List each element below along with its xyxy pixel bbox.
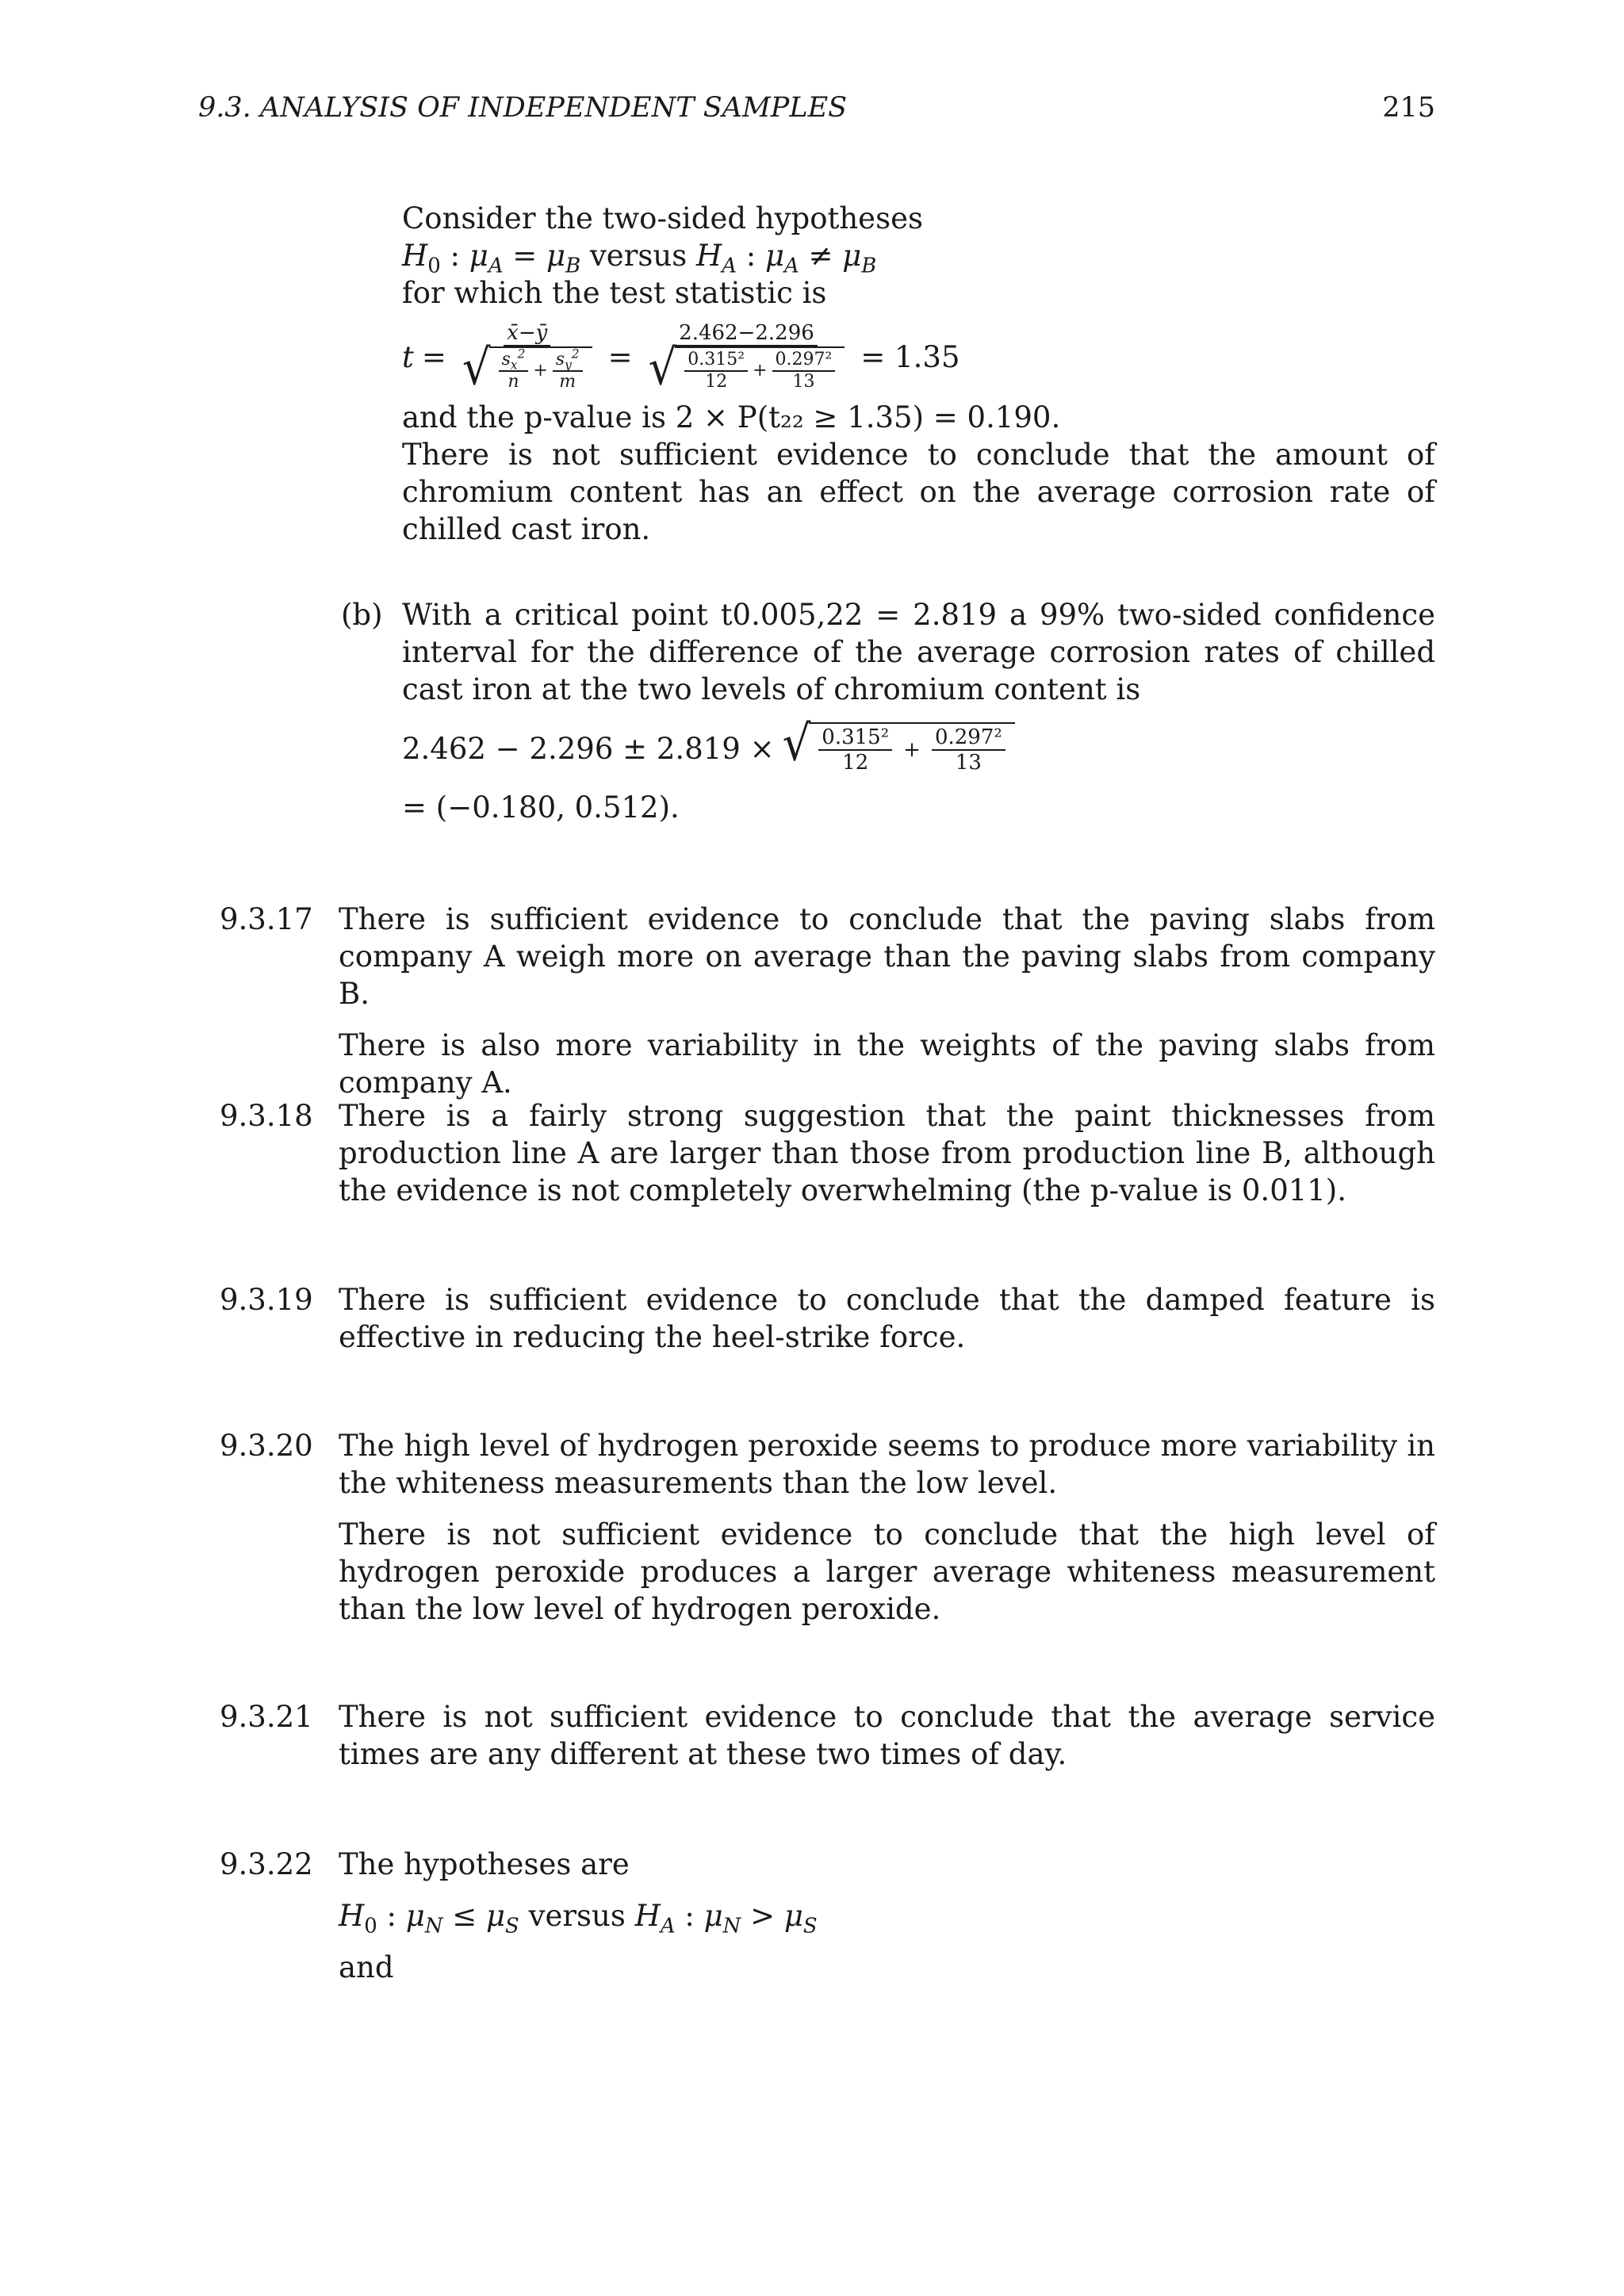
exercise-paragraph: There is sufficient evidence to conclude that the damped feature is effective in reducing the heel-strike force. [339,1283,1435,1354]
part-b-text: With a critical point t0.005,22 = 2.819 a 99% two-sided confidence interval for the difference of the average corrosion rates of chilled cast iron at the two levels of chromium content is [402,598,1435,706]
exercise-paragraph: There is also more variability in the weights of the paving slabs from company A. [339,1028,1435,1100]
ci-result: = (−0.180, 0.512). [402,790,680,825]
section-title: 9.3. ANALYSIS OF INDEPENDENT SAMPLES [198,92,848,124]
exercise-paragraph: There is sufficient evidence to conclude that the paving slabs from company A weigh more on average than the paving slabs from company B. [339,902,1435,1011]
exercise-body [339,1097,1435,1209]
t-num-values: 2.462−2.296 [676,321,818,346]
exercise-number: 9.3.19 [220,1283,313,1317]
hyp-versus: versus [528,1899,626,1933]
ci-equation: 2.462 − 2.296 ± 2.819 × √ $\frac{\text{0.315²}}{12}$ + $\frac{\text{0.297²}}{13}$ [402,722,1435,775]
exercise-paragraph: There is not sufficient evidence to conclude that the high level of hydrogen peroxide produces a larger average whiteness measurement than the low level of hydrogen peroxide. [339,1517,1435,1626]
t-den-a-n: 12 [705,372,728,392]
part-a-block [402,200,1435,548]
exercise-hypotheses: $H_0$ : $\mu_N \le \mu_S$ versus $H_A$ : $\mu_N > \mu_S$ [339,1899,818,1938]
exercise-number: 9.3.17 [220,902,313,936]
exercise-paragraph: There is a fairly strong suggestion that the paint thicknesses from production line A are larger than those from production line B, although the evidence is not completely overwhelming (the p-value is 0.011). [339,1099,1435,1207]
part-a-intro: Consider the two-sided hypotheses [402,201,923,235]
exercise-paragraph: There is not sufficient evidence to conclude that the average service times are any different at these two times of day. [339,1700,1435,1771]
exercise-body [339,901,1435,1101]
t-den-b-n: 13 [792,372,815,392]
test-stat-intro: for which the test statistic is [402,276,827,310]
t-statistic-equation: t = x̄−ȳ √ $\frac{s_x^2}{n}$ + $\frac{s_y^2}{m}$ = 2.462−2.296 √ $\frac{\text{0.315²}}{12}$ + $\frac{\text{0.297²}}{13}$ = 1.35 [402,321,960,397]
part-a-conclusion: There is not sufficient evidence to conclude that the amount of chromium content has an effect on the average corrosion rate of chilled cast iron. [402,438,1435,546]
t-result: = 1.35 [860,339,960,374]
exercise-number: 9.3.18 [220,1099,313,1133]
exercise-body [339,1427,1435,1628]
exercise-body [339,1698,1435,1773]
ci-b: 0.297² [932,725,1005,751]
ci-prefix: 2.462 − 2.296 ± 2.819 × [402,731,775,766]
page-number: 215 [1382,92,1435,124]
exercise-body [339,1846,1435,1986]
part-b-block [402,596,1435,826]
exercise-paragraph: The high level of hydrogen peroxide seems to produce more variability in the whiteness measurements than the low level. [339,1429,1435,1500]
hyp-versus: versus [589,239,688,273]
ci-a: 0.315² [818,725,892,751]
exercise-number: 9.3.22 [220,1847,313,1881]
ci-b-n: 13 [955,751,982,775]
part-b-label: (b) [341,598,383,632]
t-num-symbolic: x̄−ȳ [504,321,550,346]
running-head [198,92,1435,124]
p-value-line: and the p-value is 2 × P(t₂₂ ≥ 1.35) = 0.190. [402,400,1061,434]
exercise-body [339,1281,1435,1356]
part-a-hypotheses: $H_0$ : $\mu_A = \mu_B$ versus $H_A$ : $\mu_A \ne \mu_B$ [402,239,877,278]
t-den-a: 0.315² [684,350,748,372]
ci-a-n: 12 [842,751,869,775]
exercise-paragraph: The hypotheses are [339,1847,630,1881]
exercise-number: 9.3.21 [220,1700,313,1734]
exercise-number: 9.3.20 [220,1429,313,1463]
exercise-trailing: and [339,1950,394,1984]
t-den-b: 0.297² [772,350,836,372]
